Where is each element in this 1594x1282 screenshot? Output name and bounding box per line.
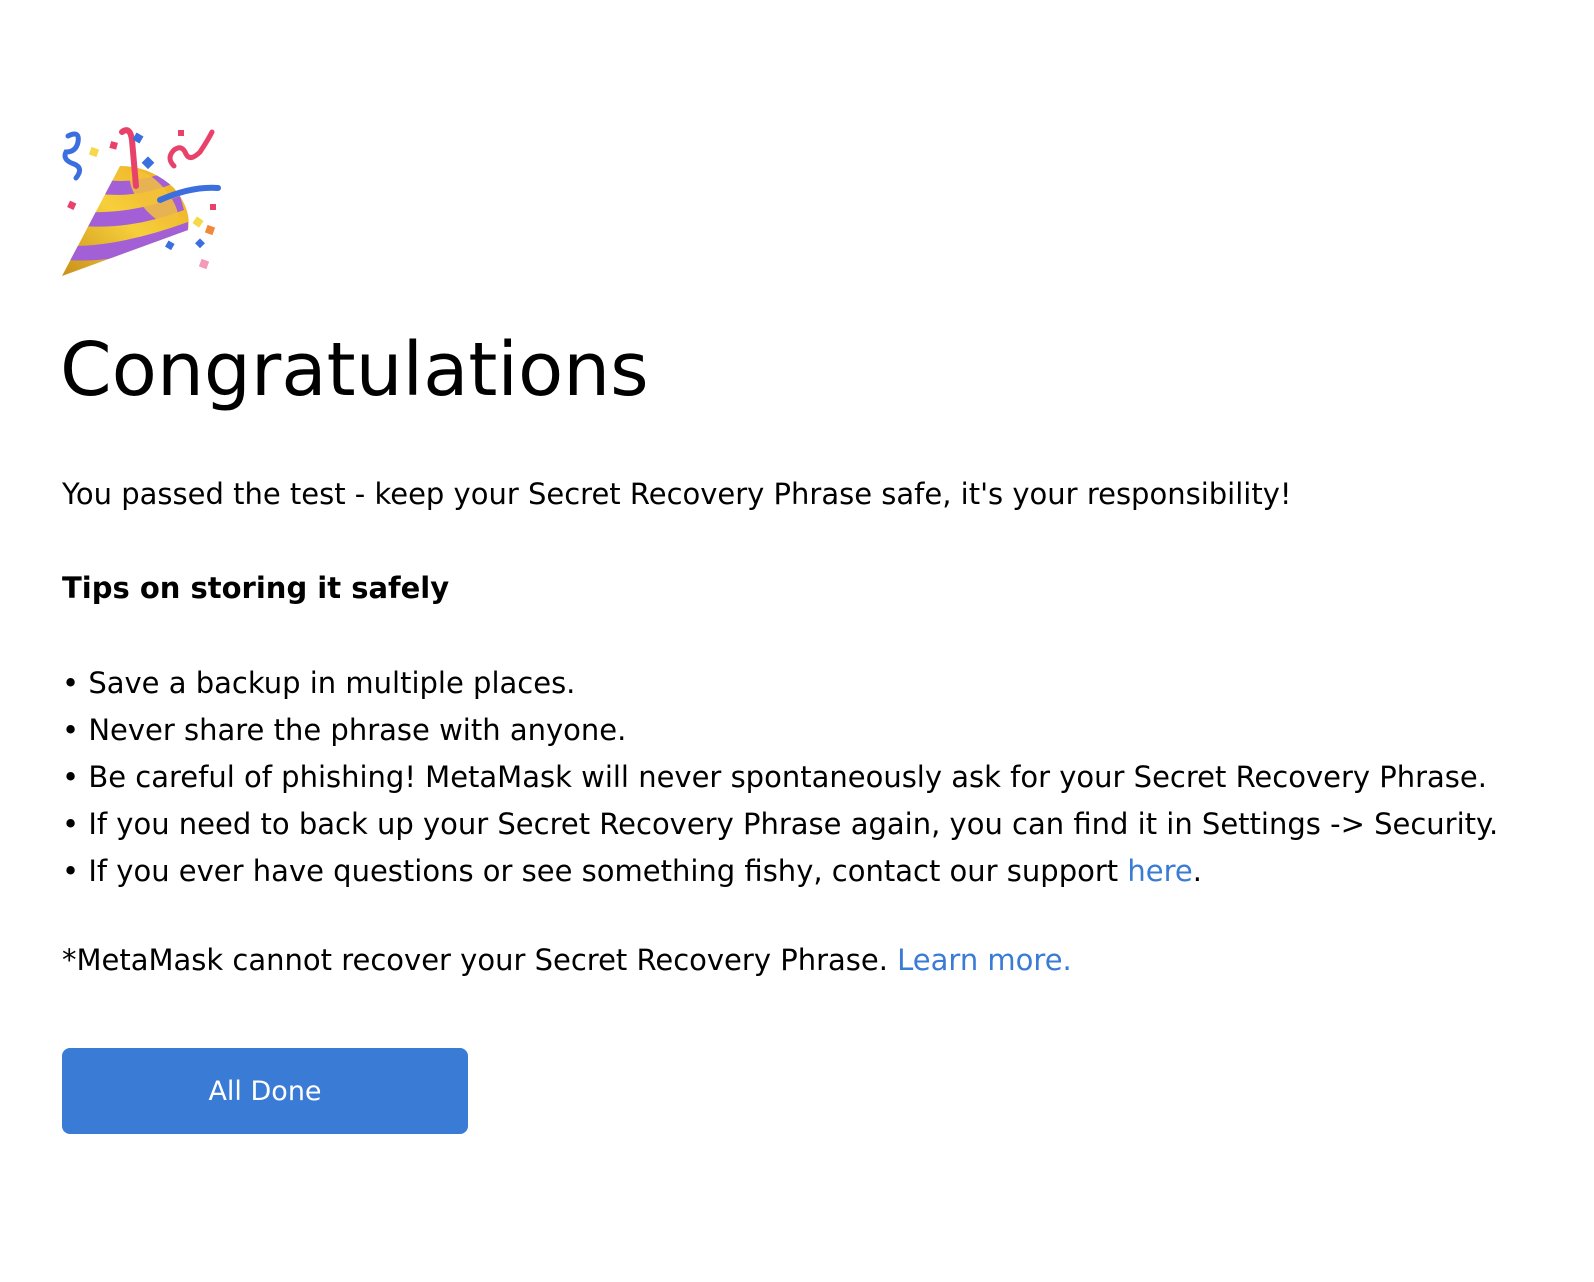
all-done-button[interactable]: All Done: [62, 1048, 468, 1134]
support-tip-text: • If you ever have questions or see something fishy, contact our support: [62, 854, 1128, 888]
tip-item: • If you need to back up your Secret Recovery Phrase again, you can find it in Settings -> Security.: [62, 807, 1499, 841]
tip-item: • Save a backup in multiple places.: [62, 666, 576, 700]
learn-more-link[interactable]: Learn more.: [897, 943, 1072, 977]
tips-list: [62, 660, 1498, 895]
support-tip-suffix: .: [1192, 854, 1202, 888]
tip-item: • Never share the phrase with anyone.: [62, 713, 627, 747]
party-popper-icon: [62, 126, 222, 278]
intro-text: You passed the test - keep your Secret Recovery Phrase safe, it's your responsibility!: [62, 477, 1292, 511]
disclaimer: [62, 940, 1072, 980]
support-here-link[interactable]: here: [1127, 854, 1193, 888]
tip-item-support: [62, 848, 1498, 895]
tip-item: • Be careful of phishing! MetaMask will never spontaneously ask for your Secret Recovery Phrase.: [62, 760, 1487, 794]
tips-heading: Tips on storing it safely: [62, 571, 450, 605]
disclaimer-text: *MetaMask cannot recover your Secret Recovery Phrase.: [62, 943, 898, 977]
page-title: Congratulations: [60, 327, 649, 413]
